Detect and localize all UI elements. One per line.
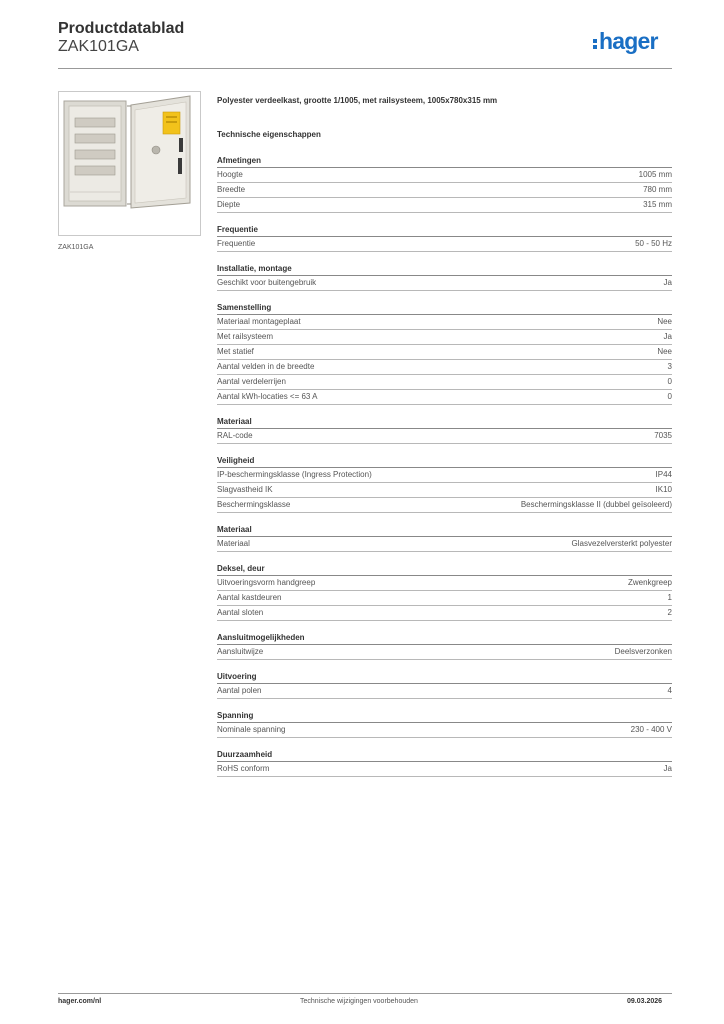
- spec-row: [217, 762, 672, 777]
- spec-label: Aantal kWh-locaties <= 63 A: [217, 392, 318, 401]
- header-divider: [58, 68, 672, 69]
- spec-row: [217, 330, 672, 345]
- spec-row: [217, 390, 672, 405]
- spec-label: RAL-code: [217, 431, 253, 440]
- section-spacer: [217, 213, 672, 224]
- spec-sections: [217, 155, 672, 777]
- spec-value: 3: [667, 362, 672, 371]
- spec-row: [217, 606, 672, 621]
- spec-row: [217, 315, 672, 330]
- spec-label: Materiaal: [217, 539, 250, 548]
- spec-value: Deelsverzonken: [614, 647, 672, 656]
- section-spacer: [217, 552, 672, 563]
- spec-row: [217, 498, 672, 513]
- footer-website: hager.com/nl: [58, 998, 102, 1005]
- spec-value: Beschermingsklasse II (dubbel geïsoleerd): [520, 500, 672, 509]
- spec-row: [217, 345, 672, 360]
- spec-value: Glasvezelversterkt polyester: [571, 539, 672, 548]
- footer-date: 09.03.2026: [627, 998, 663, 1005]
- spec-label: Frequentie: [217, 239, 256, 248]
- spec-row: [217, 237, 672, 252]
- spec-value: 7035: [654, 431, 672, 440]
- spec-row: [217, 537, 672, 552]
- spec-label: Materiaal montageplaat: [217, 317, 301, 326]
- spec-row: [217, 483, 672, 498]
- logo-dots-icon: [593, 37, 598, 49]
- section-title: Installatie, montage: [217, 263, 672, 276]
- cabinet-icon: [59, 92, 200, 235]
- spec-label: Aantal kastdeuren: [217, 593, 282, 602]
- section-title: Frequentie: [217, 224, 672, 237]
- spec-label: Slagvastheid IK: [217, 485, 273, 494]
- spec-label: Aantal sloten: [217, 608, 264, 617]
- spec-value: Zwenkgreep: [627, 578, 672, 587]
- spec-label: IP-beschermingsklasse (Ingress Protection): [217, 470, 372, 479]
- section-title: Afmetingen: [217, 155, 672, 168]
- spec-label: Geschikt voor buitengebruik: [217, 278, 317, 287]
- spec-value: 1: [667, 593, 672, 602]
- spec-value: 4: [667, 686, 672, 695]
- spec-value: Ja: [663, 332, 672, 341]
- spec-row: [217, 591, 672, 606]
- spec-label: Hoogte: [217, 170, 243, 179]
- section-title: Uitvoering: [217, 671, 672, 684]
- section-spacer: [217, 738, 672, 749]
- spec-row: [217, 198, 672, 213]
- section-title: Deksel, deur: [217, 563, 672, 576]
- spec-value: 2: [667, 608, 672, 617]
- section-spacer: [217, 699, 672, 710]
- spec-row: [217, 723, 672, 738]
- spec-value: Ja: [663, 278, 672, 287]
- spec-row: [217, 375, 672, 390]
- spec-label: Uitvoeringsvorm handgreep: [217, 578, 316, 587]
- section-spacer: [217, 513, 672, 524]
- spec-value: 1005 mm: [638, 170, 672, 179]
- spec-value: 50 - 50 Hz: [635, 239, 672, 248]
- spec-row: [217, 684, 672, 699]
- section-title: Materiaal: [217, 416, 672, 429]
- spec-value: 0: [667, 377, 672, 386]
- spec-value: 780 mm: [643, 185, 672, 194]
- spec-content: [217, 96, 672, 777]
- section-spacer: [217, 444, 672, 455]
- section-spacer: [217, 291, 672, 302]
- spec-value: IK10: [655, 485, 672, 494]
- page-title: Productdatablad: [58, 20, 185, 37]
- section-spacer: [217, 621, 672, 632]
- spec-row: [217, 429, 672, 444]
- spec-label: Aantal velden in de breedte: [217, 362, 315, 371]
- section-title: Samenstelling: [217, 302, 672, 315]
- spec-value: Nee: [657, 317, 672, 326]
- spec-label: Diepte: [217, 200, 241, 209]
- section-spacer: [217, 405, 672, 416]
- product-code: ZAK101GA: [58, 38, 139, 55]
- spec-value: 315 mm: [643, 200, 672, 209]
- product-description: Polyester verdeelkast, grootte 1/1005, met railsysteem, 1005x780x315 mm: [217, 96, 498, 105]
- spec-row: [217, 168, 672, 183]
- footer-divider: [58, 993, 672, 994]
- spec-row: [217, 645, 672, 660]
- logo-text: hager: [599, 28, 658, 54]
- spec-label: RoHS conform: [217, 764, 270, 773]
- spec-label: Aantal polen: [217, 686, 262, 695]
- spec-label: Aantal verdelerrijen: [217, 377, 286, 386]
- spec-label: Met railsysteem: [217, 332, 274, 341]
- spec-value: 0: [667, 392, 672, 401]
- section-spacer: [217, 252, 672, 263]
- section-spacer: [217, 660, 672, 671]
- hager-logo: [593, 28, 658, 55]
- spec-label: Met statief: [217, 347, 254, 356]
- tech-properties-title: Technische eigenschappen: [217, 130, 321, 139]
- spec-value: IP44: [655, 470, 672, 479]
- spec-row: [217, 468, 672, 483]
- spec-label: Beschermingsklasse: [217, 500, 291, 509]
- product-image: [58, 91, 201, 236]
- spec-label: Breedte: [217, 185, 246, 194]
- section-title: Duurzaamheid: [217, 749, 672, 762]
- spec-value: Nee: [657, 347, 672, 356]
- spec-row: [217, 360, 672, 375]
- section-title: Spanning: [217, 710, 672, 723]
- section-title: Materiaal: [217, 524, 672, 537]
- image-caption: ZAK101GA: [58, 244, 94, 251]
- spec-label: Aansluitwijze: [217, 647, 264, 656]
- spec-label: Nominale spanning: [217, 725, 286, 734]
- spec-value: 230 - 400 V: [630, 725, 672, 734]
- spec-row: [217, 576, 672, 591]
- spec-row: [217, 183, 672, 198]
- section-title: Aansluitmogelijkheden: [217, 632, 672, 645]
- spec-row: [217, 276, 672, 291]
- spec-value: Ja: [663, 764, 672, 773]
- footer-disclaimer: Technische wijzigingen voorbehouden: [300, 998, 418, 1005]
- section-title: Veiligheid: [217, 455, 672, 468]
